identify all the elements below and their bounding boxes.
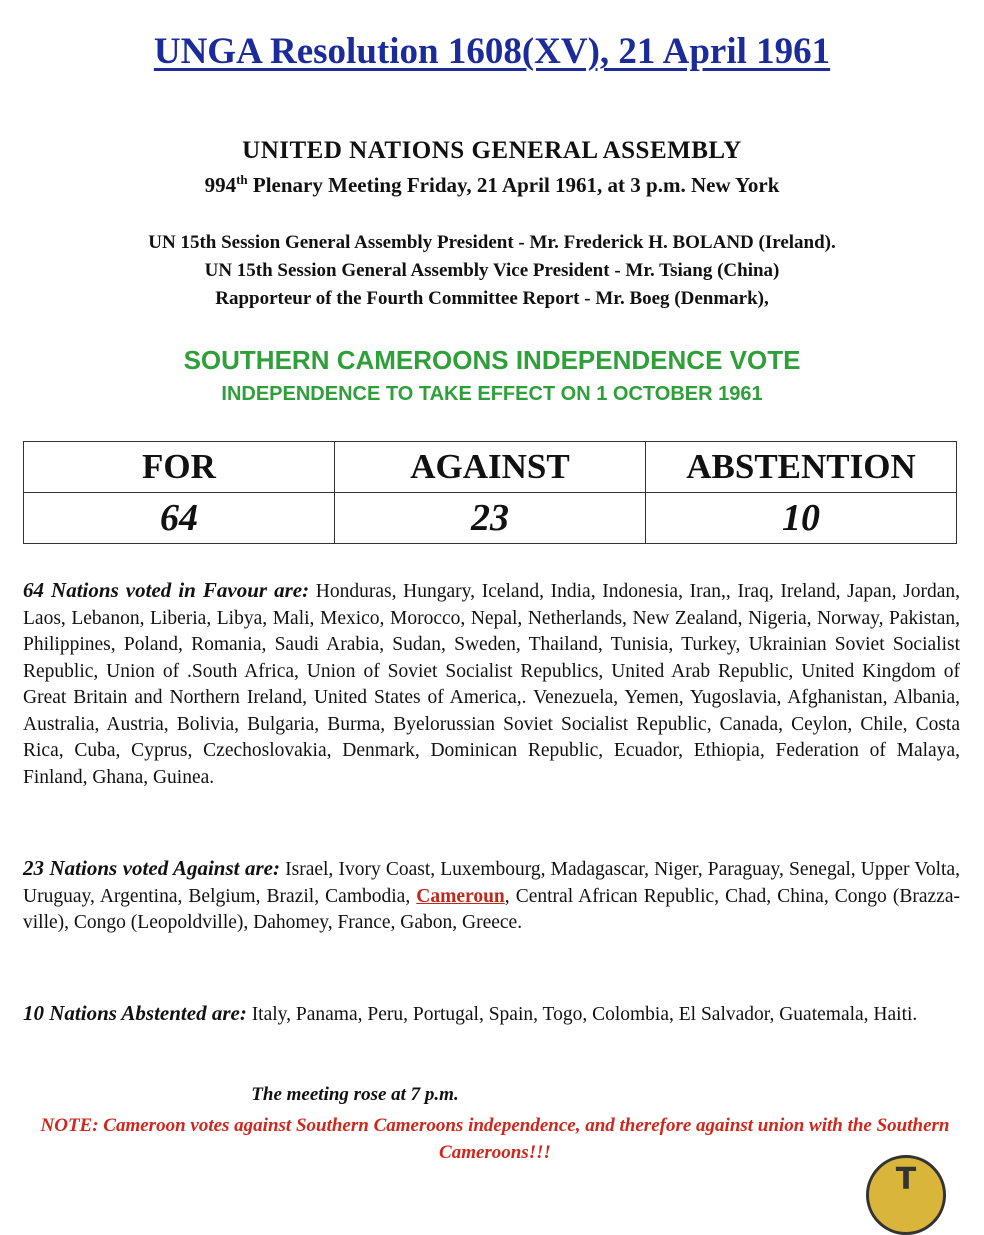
note-text: NOTE: Cameroon votes against Southern Cameroons independence, and therefore against union with the Southern Cameroons!!!	[40, 1115, 950, 1163]
favour-list: Honduras, Hungary, Iceland, India, Indonesia, Iran,, Iraq, Ireland, Japan, Jordan, Laos, Lebanon, Liberia, Libya, Mali, Mexico, Morocco, Nepal, Netherlands, New Zealand, Nigeria, Norway, Pakistan, Philippines, Poland, Romania, Saudi Arabia, Sudan, Sweden, Thailand, Tunisia, Turkey, Ukrainian Soviet Socialist Republic, Union of .South Africa, Union of Soviet Socialist Republics, United Arab Republic, United Kingdom of Great Britain and Northern Ireland, United States of America,. Venezuela, Yemen, Yugoslavia, Afghanistan, Albania, Australia, Austria, Bolivia, Bulgaria, Burma, Byelorussian Soviet Socialist Republic, Canada, Ceylon, Chile, Costa Rica, Cuba, Cyprus, Czechoslovakia, Denmark, Dominican Republic, Ecuador, Ethiopia, Federation of Malaya, Finland, Ghana, Guinea.	[23, 581, 960, 788]
value-against: 23	[335, 493, 646, 544]
vote-table-header-row	[24, 442, 957, 493]
favour-paragraph	[23, 577, 960, 791]
abstention-list: Italy, Panama, Peru, Portugal, Spain, Togo, Colombia, El Salvador, Guatemala, Haiti.	[246, 1004, 918, 1025]
official-vice-president: UN 15th Session General Assembly Vice President - Mr. Tsiang (China)	[204, 260, 780, 281]
meeting-close-line: The meeting rose at 7 p.m.	[251, 1084, 459, 1105]
document-title: UNGA Resolution 1608(XV), 21 April 1961	[153, 31, 831, 72]
favour-label: 64 Nations voted in Favour are:	[23, 578, 310, 602]
abstention-label: 10 Nations Abstented are:	[23, 1001, 247, 1025]
vote-heading: SOUTHERN CAMEROONS INDEPENDENCE VOTE	[183, 345, 801, 375]
vote-subheading: INDEPENDENCE TO TAKE EFFECT ON 1 OCTOBER 1961	[221, 383, 763, 405]
header-for: FOR	[24, 442, 335, 493]
vote-table-values-row	[24, 493, 957, 544]
header-against: AGAINST	[335, 442, 646, 493]
against-label: 23 Nations voted Against are:	[23, 856, 280, 880]
meeting-line	[0, 172, 984, 198]
official-rapporteur: Rapporteur of the Fourth Committee Report - Mr. Boeg (Denmark),	[215, 288, 769, 309]
cameroun-highlight: Cameroun	[416, 885, 505, 907]
assembly-heading: UNITED NATIONS GENERAL ASSEMBLY	[242, 137, 742, 164]
against-list-end: , Central African Republic, Chad, China, Congo (Brazza-ville), Congo (Leopoldville), Dahomey, France, Gabon, Greece.	[23, 885, 960, 933]
vote-table	[23, 441, 957, 544]
against-paragraph	[23, 855, 960, 937]
watermark-logo-icon	[866, 1155, 946, 1235]
header-abstention: ABSTENTION	[646, 442, 957, 493]
value-abstention: 10	[646, 493, 957, 544]
value-for: 64	[24, 493, 335, 544]
abstention-paragraph	[23, 1000, 960, 1029]
meeting-ordinal: th	[236, 172, 248, 187]
meeting-number: 994	[204, 173, 237, 197]
against-list-start: Israel, Ivory Coast, Luxembourg, Madagascar, Niger, Paraguay, Senegal, Upper Volta, Uruguay, Argentina, Belgium, Brazil, Cambodia,	[23, 859, 960, 907]
official-president: UN 15th Session General Assembly President - Mr. Frederick H. BOLAND (Ireland).	[148, 232, 836, 253]
meeting-details: Plenary Meeting Friday, 21 April 1961, at 3 p.m. New York	[247, 173, 780, 197]
